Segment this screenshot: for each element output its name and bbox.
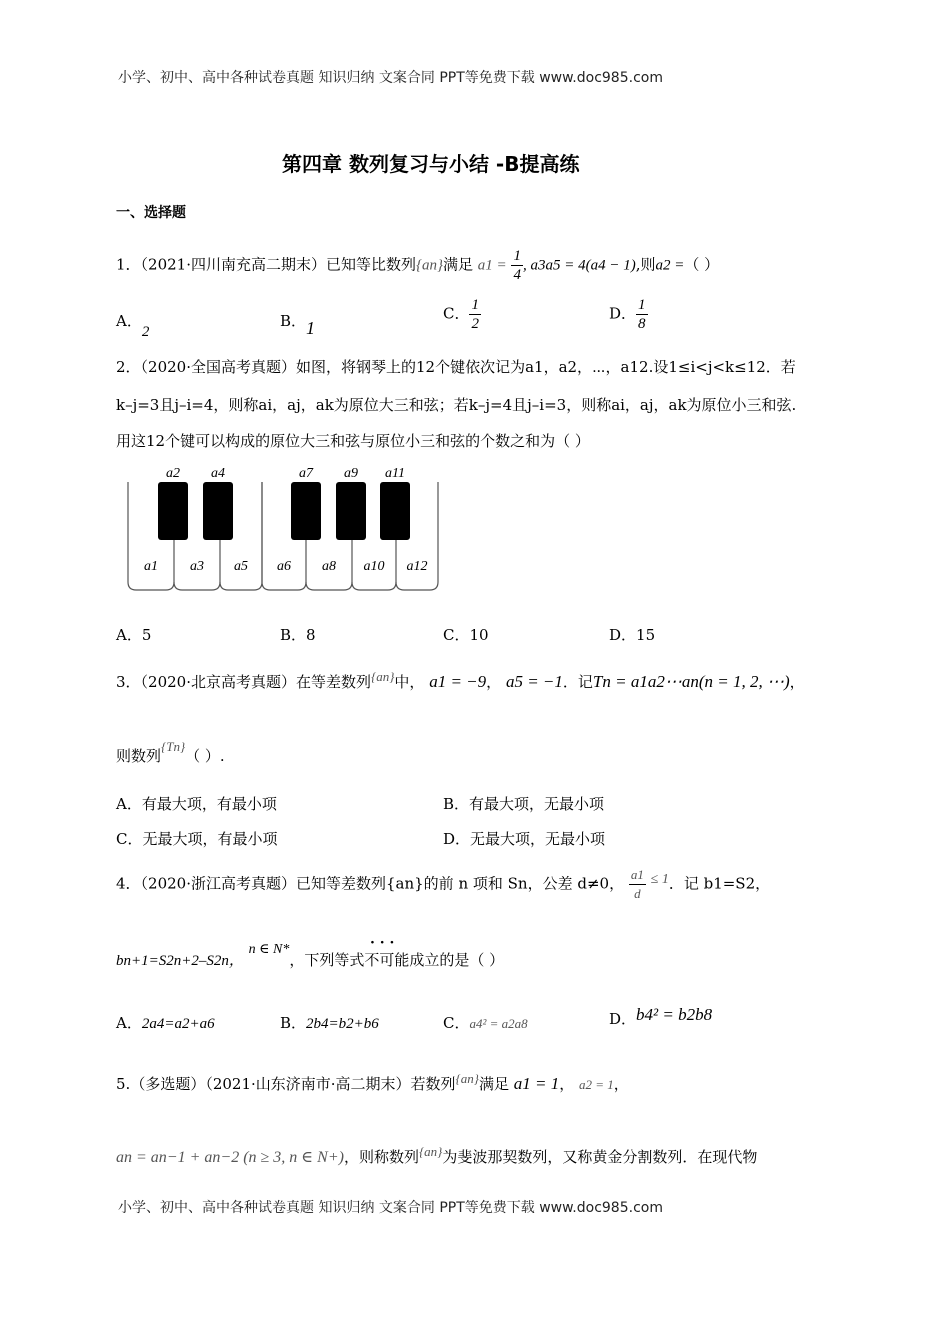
q3-option-d: D．无最大项，无最小项 [443, 830, 606, 848]
black-key-label: a4 [211, 466, 225, 481]
q4-option-b: B．2b4=b2+b6 [280, 1014, 379, 1032]
question-5-line-2: an = an−1 + an−2 (n ≥ 3, n ∈ N+)，则称数列{an}为斐波那契数列，又称黄金分割数列．在现代物 [116, 1144, 758, 1166]
q1-text: 满足 [443, 255, 474, 274]
question-2-line-3: 用这12个键可以构成的原位大三和弦与原位小三和弦的个数之和为（ ） [116, 432, 590, 450]
q2-option-c: C．10 [443, 626, 489, 644]
white-key-label: a1 [144, 559, 158, 574]
page-title: 第四章 数列复习与小结 -B提高练 [282, 152, 580, 176]
white-key-label: a8 [322, 559, 336, 574]
black-key-label: a7 [299, 466, 313, 481]
q1-option-a: A．2 [116, 312, 150, 340]
q1-target: a2 = [655, 257, 685, 274]
q1-option-d: D． $\frac{1}{8}$ [609, 297, 646, 332]
white-key-label: a6 [277, 559, 291, 574]
question-4-line-2: bn+1=S2n+2–S2n， n ∈ N*，下列等式不可能成立的是（ ） [116, 942, 505, 969]
question-4-line-1: 4．（2020·浙江高考真题）已知等差数列{an}的前 n 项和 Sn，公差 d≠0， $\frac{a1}{d}$ ≤ 1．记 b1=S2， [116, 867, 771, 901]
question-5-line-1: 5.（多选题）（2021·山东济南市·高二期末）若数列{an}满足 a1 = 1， a2 = 1， [116, 1071, 629, 1093]
q4-emphasis-dots: · · · [370, 935, 395, 951]
black-key-label: a2 [166, 466, 180, 481]
black-key-label: a11 [385, 466, 405, 481]
q4-option-d: D．b4² = b2b8 [609, 1005, 713, 1028]
page-footer: 小学、初中、高中各种试卷真题 知识归纳 文案合同 PPT等免费下载 www.doc985.com [118, 1200, 663, 1216]
piano-keyboard-diagram [120, 462, 445, 594]
q3-option-b: B．有最大项，无最小项 [443, 795, 605, 813]
q1-text2: ,则 [635, 255, 656, 274]
white-key-label: a3 [190, 559, 204, 574]
q1-paren: （ ） [684, 255, 720, 274]
question-3-line-1: 3．（2020·北京高考真题）在等差数列{an}中， a1 = −9， a5 = −1．记Tn = a1a2⋯an(n = 1, 2, ⋯)， [116, 669, 805, 691]
q1-cond-a1: a1 = [477, 257, 507, 274]
q1-cond-rest: , a3a5 = 4(a4 − 1) [522, 257, 636, 274]
q1-option-c: C． $\frac{1}{2}$ [443, 297, 479, 332]
q1-sequence: {an} [416, 257, 443, 274]
question-2-line-1: 2．（2020·全国高考真题）如图，将钢琴上的12个键依次记为a1，a2，⋯，a12.设1≤i<j<k≤12．若 [116, 358, 796, 376]
white-key-label: a5 [234, 559, 248, 574]
q4-option-a: A．2a4=a2+a6 [116, 1014, 215, 1032]
q3-option-c: C．无最大项，有最小项 [116, 830, 278, 848]
white-key-label: a10 [363, 559, 385, 574]
q2-option-d: D．15 [609, 626, 656, 644]
q1-number: 1． [116, 255, 141, 274]
q1-source: （2021·四川南充高二期末）已知等比数列 [140, 255, 416, 274]
page-header: 小学、初中、高中各种试卷真题 知识归纳 文案合同 PPT等免费下载 www.doc985.com [118, 70, 663, 86]
q2-option-b: B．8 [280, 626, 316, 644]
question-2-line-2: k–j=3且j–i=4，则称ai，aj，ak为原位大三和弦；若k–j=4且j–i=3，则称ai，aj，ak为原位小三和弦. [116, 396, 797, 414]
section-heading: 一、选择题 [116, 205, 186, 221]
black-key-label: a9 [344, 466, 358, 481]
q4-option-c: C．a4² = a2a8 [443, 1014, 528, 1032]
white-key-label: a12 [406, 559, 428, 574]
q1-fraction: $\frac{1}{4}$ [513, 248, 521, 283]
q2-option-a: A．5 [116, 626, 152, 644]
q3-option-a: A．有最大项，有最小项 [116, 795, 277, 813]
question-3-line-2: 则数列{Tn}（ ）. [116, 739, 225, 765]
q1-option-b: B．1 [280, 312, 316, 338]
question-1 [116, 247, 719, 284]
